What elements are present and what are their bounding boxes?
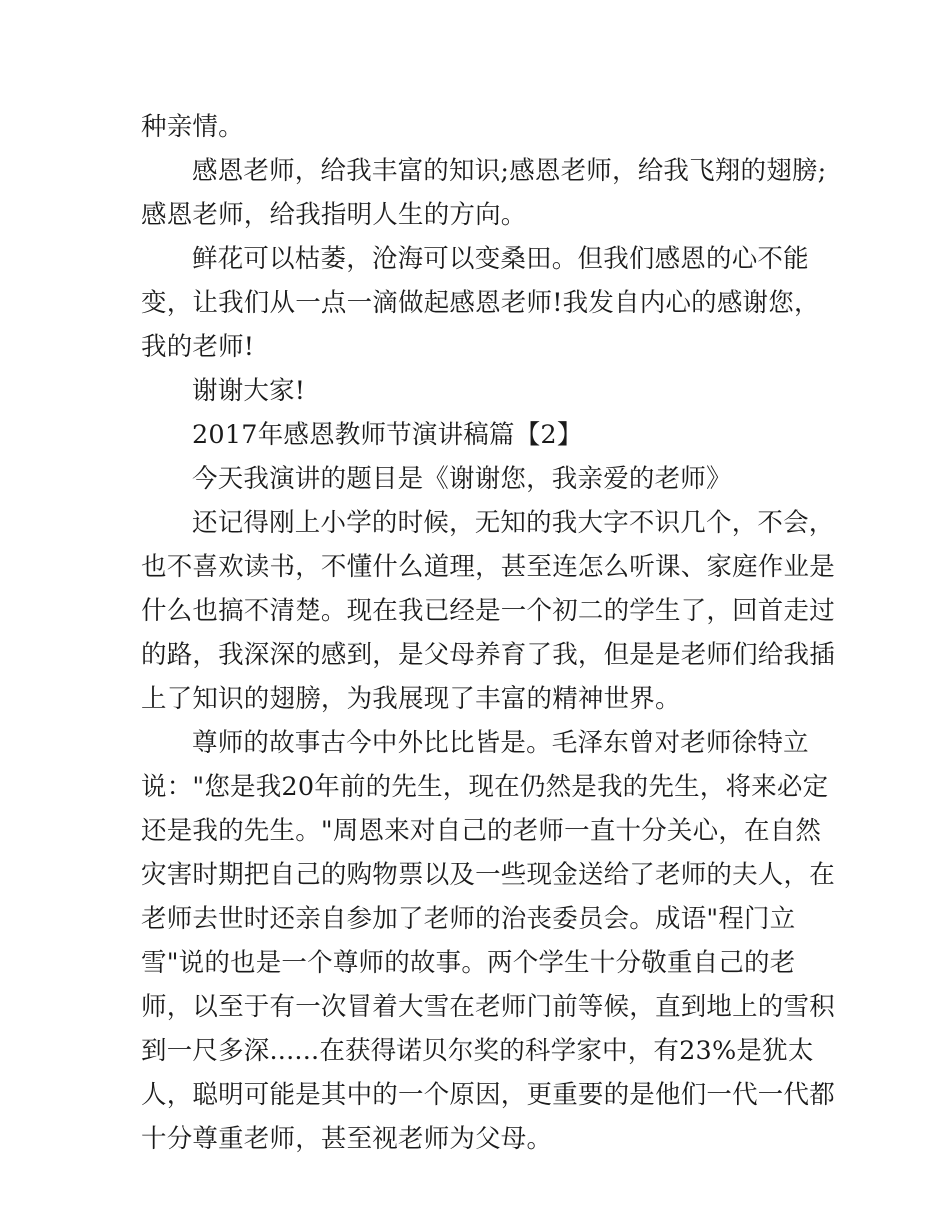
text-line: 感恩老师，给我指明人生的方向。 [141,200,527,230]
text-line: 人，聪明可能是其中的一个原因，更重要的是他们一代一代都 [141,1080,835,1110]
text-line: 的路，我深深的感到，是父母养育了我，但是是老师们给我插 [141,640,835,670]
text-line: 到一尺多深......在获得诺贝尔奖的科学家中，有23%是犹太 [141,1036,814,1066]
text-line: 还记得刚上小学的时候，无知的我大字不识几个，不会， [192,508,835,538]
text-line: 我的老师! [141,332,255,362]
text-line: 今天我演讲的题目是《谢谢您，我亲爱的老师》 [192,464,732,494]
text-line: 什么也搞不清楚。现在我已经是一个初二的学生了，回首走过 [141,596,835,626]
text-line: 变，让我们从一点一滴做起感恩老师!我发自内心的感谢您， [141,288,820,318]
text-line: 十分尊重老师，甚至视老师为父母。 [141,1124,553,1154]
text-line: 上了知识的翅膀，为我展现了丰富的精神世界。 [141,684,681,714]
text-line: 种亲情。 [141,112,244,142]
text-line: 说："您是我20年前的先生，现在仍然是我的先生，将来必定 [141,772,829,802]
text-line: 灾害时期把自己的购物票以及一些现金送给了老师的夫人，在 [141,860,835,890]
text-line: 谢谢大家! [192,376,306,406]
section-heading: 2017年感恩教师节演讲稿篇【2】 [192,420,583,450]
text-line: 鲜花可以枯萎，沧海可以变桑田。但我们感恩的心不能 [192,244,809,274]
text-line: 雪"说的也是一个尊师的故事。两个学生十分敬重自己的老 [141,948,796,978]
text-line: 感恩老师，给我丰富的知识;感恩老师，给我飞翔的翅膀; [192,156,827,186]
text-line: 老师去世时还亲自参加了老师的治丧委员会。成语"程门立 [141,904,796,934]
text-line: 也不喜欢读书，不懂什么道理，甚至连怎么听课、家庭作业是 [141,552,835,582]
text-line: 师，以至于有一次冒着大雪在老师门前等候，直到地上的雪积 [141,992,835,1022]
text-line: 尊师的故事古今中外比比皆是。毛泽东曾对老师徐特立 [192,728,809,758]
text-line: 还是我的先生。"周恩来对自己的老师一直十分关心，在自然 [141,816,822,846]
